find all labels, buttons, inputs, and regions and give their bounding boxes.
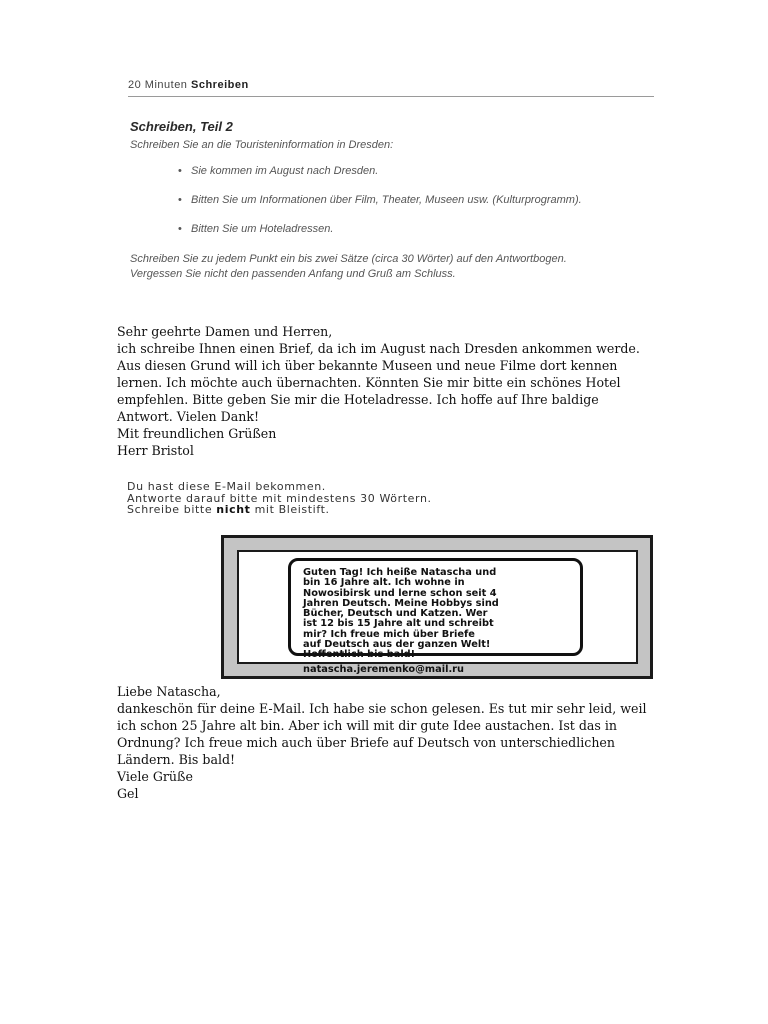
email-line: Hoffentlich bis bald! <box>303 649 416 661</box>
letter2-closing: Viele Grüße <box>117 769 193 784</box>
instructions-line2: Antworte darauf bitte mit mindestens 30 Wörtern. <box>127 491 432 505</box>
instructions-line3 <box>127 504 547 516</box>
letter1-greeting: Sehr geehrte Damen und Herren, <box>117 324 333 339</box>
letter-to-natascha <box>117 683 657 802</box>
email-card-screen <box>237 550 638 675</box>
task-box <box>130 119 650 282</box>
letter2-signature: Gel <box>117 786 139 801</box>
task-note <box>130 252 650 282</box>
email-address: natascha.jeremenko@mail.ru <box>303 663 464 675</box>
letter1-body: ich schreibe Ihnen einen Brief, da ich im August nach Dresden ankommen werde. Aus diesen Grund will ich über bekannte Museen und neue Filme dort kennen lernen. Ich möchte auch übernachten. Könnten Sie mir bitte ein schönes Hotel empfehlen. Bitte geben Sie mir die Hoteladresse. Ich hoffe auf Ihre baldige Antwort. Vielen Dank! <box>117 341 640 424</box>
email-line: bin 16 Jahre alt. Ich wohne in <box>303 577 465 589</box>
letter2-body: dankeschön für deine E-Mail. Ich habe sie schon gelesen. Es tut mir sehr leid, weil ich schon 25 Jahre alt bin. Aber ich will mit dir gute Idee austachen. Ist das in Ordnung? Ich freue mich auch über Briefe auf Deutsch von unterschiedlichen Ländern. Bis bald! <box>117 701 647 767</box>
page-header <box>128 80 654 97</box>
email-line: Nowosibirsk und lerne schon seit 4 <box>303 587 497 599</box>
header-prefix: 20 Minuten <box>128 79 188 91</box>
instructions-line3-end: mit Bleistift. <box>250 503 330 516</box>
letter1-closing: Mit freundlichen Grüßen <box>117 426 277 441</box>
email-line: mir? Ich freue mich über Briefe <box>303 628 475 640</box>
email-line: Jahren Deutsch. Meine Hobbys sind <box>303 597 499 609</box>
email-message-bubble <box>288 558 583 675</box>
header-section: Schreiben <box>191 79 249 91</box>
task-points <box>130 165 650 236</box>
email-line: Bücher, Deutsch und Katzen. Wer <box>303 608 488 620</box>
task-note-line2: Vergessen Sie nicht den passenden Anfang und Gruß am Schluss. <box>130 268 456 280</box>
task-note-line1: Schreiben Sie zu jedem Punkt ein bis zwei Sätze (circa 30 Wörter) auf den Antwortbogen. <box>130 253 567 265</box>
letter-to-tourist-office <box>117 323 657 459</box>
task-point: • Bitten Sie um Hoteladressen. <box>178 223 650 236</box>
email-card-frame <box>221 535 653 679</box>
instructions-line1: Du hast diese E-Mail bekommen. <box>127 480 326 493</box>
email-instructions <box>127 481 547 516</box>
email-line: ist 12 bis 15 Jahre alt und schreibt <box>303 618 494 630</box>
email-line: auf Deutsch aus der ganzen Welt! <box>303 639 491 651</box>
header-label <box>128 79 249 91</box>
task-intro: Schreiben Sie an die Touristeninformation in Dresden: <box>130 139 394 151</box>
instructions-line3-bold: nicht <box>216 503 251 516</box>
instructions-line3-start: Schreibe bitte <box>127 503 217 516</box>
task-point: • Bitten Sie um Informationen über Film, Theater, Museen usw. (Kulturprogramm). <box>178 194 650 207</box>
email-line: Guten Tag! Ich heiße Natascha und <box>303 567 497 578</box>
letter2-greeting: Liebe Natascha, <box>117 684 221 699</box>
letter1-signature: Herr Bristol <box>117 443 194 458</box>
task-point: • Sie kommen im August nach Dresden. <box>178 165 650 178</box>
task-title: Schreiben, Teil 2 <box>130 119 233 134</box>
